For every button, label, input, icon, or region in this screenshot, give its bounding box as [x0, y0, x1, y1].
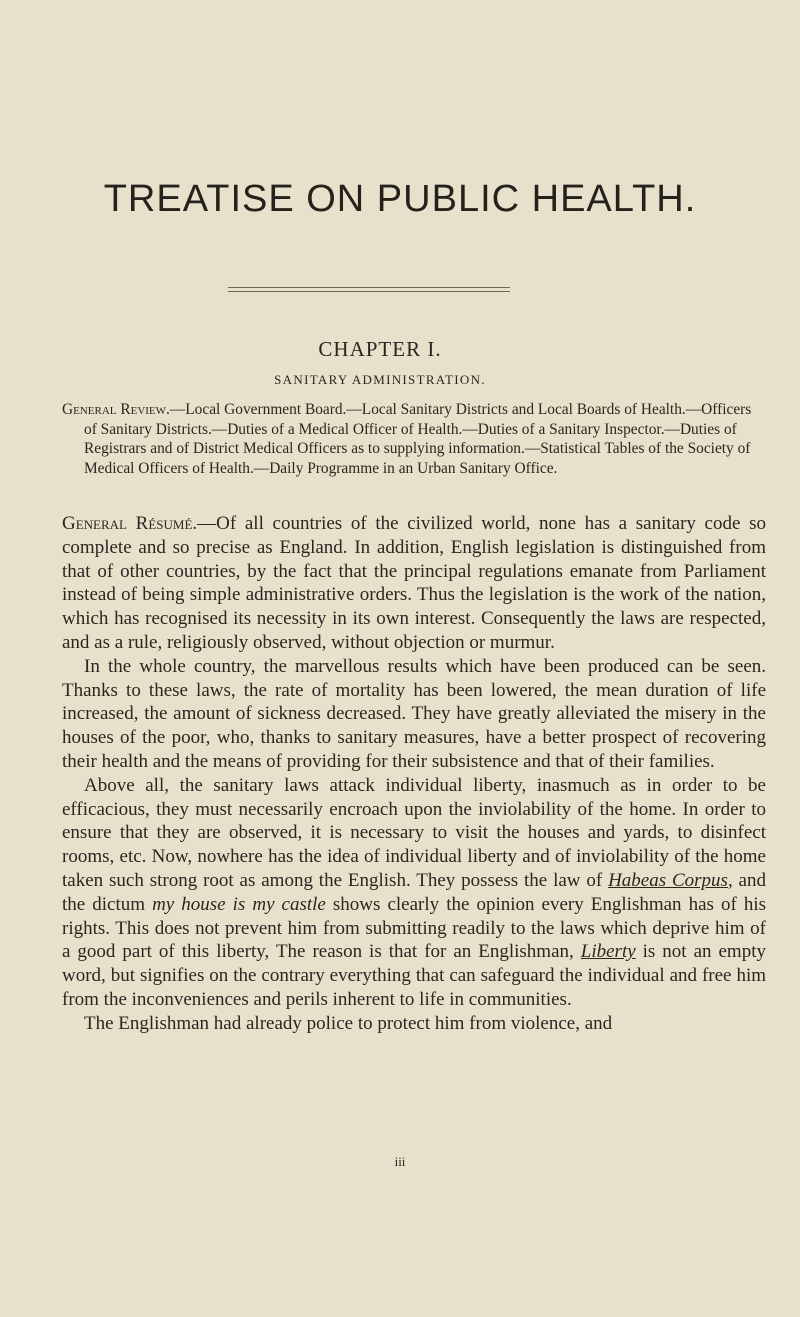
paragraph-1: [62, 512, 766, 655]
habeas-corpus-term: Habeas Corpus: [608, 869, 728, 891]
chapter-subtitle: SANITARY ADMINISTRATION.: [274, 372, 486, 387]
paragraph-4: The Englishman had already police to protect him from violence, and: [84, 1012, 613, 1034]
page-number: iii: [394, 1154, 406, 1169]
summary-text: —Local Government Board.—Local Sanitary Districts and Local Boards of Health.—Officers of Sanitary Districts.—Duties of a Medical Officer of Health.—Duties of a Sanitary Inspector.—Duties of Registrars and of District Medical Officers as to supplying information.—Statistical Tables of the Society of Medical Officers of Health.—Daily Programme in an Urban Sanitary Office.: [84, 401, 752, 477]
paragraph-3-part-b: , and the dictum: [62, 869, 766, 915]
paragraph-3-part-a: Above all, the sanitary laws attack individual liberty, inasmuch as in order to be efficacious, they must necessarily encroach upon the inviolability of the home. In order to ensure that they are observed, it is necessary to visit the houses and yards, to disinfect rooms, etc. Now, nowhere has the idea of individual liberty and of inviolability of the home taken such strong root as among the English. They possess the law of: [62, 774, 766, 891]
paragraph-1-text: —Of all countries of the civilized world, none has a sanitary code so complete and so precise as England. In addition, English legislation is distinguished from that of other countries, by the fact that the principal regulations emanate from Parliament instead of being simple administrative orders. Thus the legislation is the work of the nation, which has recognised its necessity in its own interest. Consequently the laws are respected, and as a rule, religiously observed, without objection or murmur.: [62, 513, 766, 653]
summary-lead: General Review.: [62, 401, 170, 418]
paragraph-1-lead: General Résumé.: [62, 513, 198, 534]
chapter-heading: CHAPTER I.: [318, 337, 442, 361]
chapter-summary: [62, 400, 764, 478]
page-title: TREATISE ON PUBLIC HEALTH.: [103, 178, 697, 220]
title-rule-bottom: [228, 291, 510, 292]
paragraph-3-part-d: is not an empty word, but signifies on the contrary everything that can safeguard the individual and free him from the inconveniences and perils inherent to life in communities.: [62, 941, 766, 1010]
castle-dictum: my house is my castle: [152, 893, 326, 915]
liberty-term: Liberty: [580, 941, 636, 963]
paragraph-2: In the whole country, the marvellous results which have been produced can be seen. Thanks to these laws, the rate of mortality has been lowered, the mean duration of life increased, the amount of sickness decreased. They have greatly alleviated the misery in the houses of the poor, who, thanks to sanitary measures, have a better prospect of recovering their health and the means of providing for their subsistence and that of their families.: [62, 655, 766, 772]
title-rule-top: [228, 287, 510, 288]
paragraph-3: [62, 774, 766, 1012]
body-text: [62, 512, 766, 1036]
paragraph-3-part-c: shows clearly the opinion every Englishman has of his rights. This does not prevent him from submitting readily to the laws which deprive him of a good part of this liberty, The reason is that for an Englishman,: [62, 893, 766, 963]
